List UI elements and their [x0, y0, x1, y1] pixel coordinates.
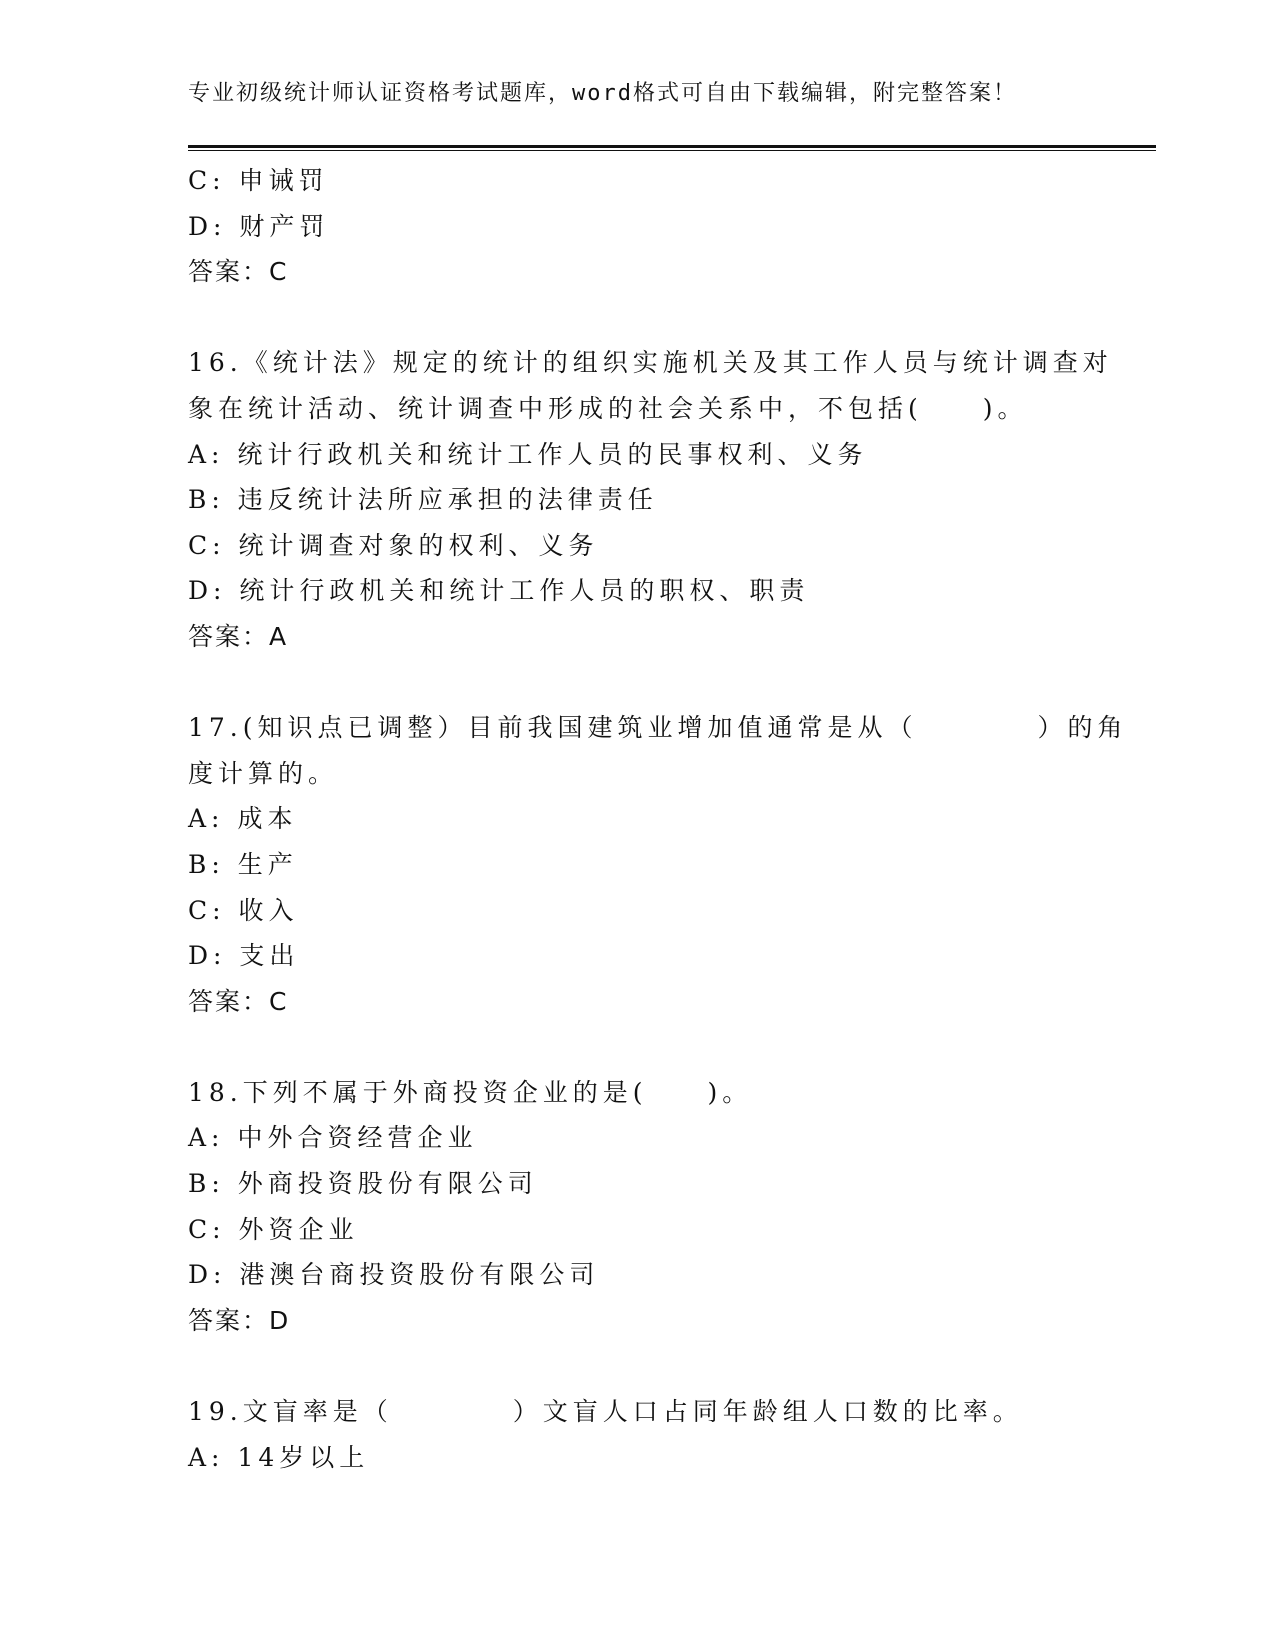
answer-line: 答案：C [188, 257, 289, 287]
content-area [188, 158, 1128, 1480]
option-line [188, 1161, 1088, 1207]
option-text: 统计调查对象的权利、义务 [238, 530, 599, 560]
option-line [188, 1115, 1088, 1161]
option-line [188, 1207, 1088, 1253]
option-line [188, 842, 1088, 888]
prev-question-tail [188, 158, 1088, 295]
option-label: C: [188, 895, 226, 925]
option-label: C: [188, 530, 226, 560]
spacer [188, 1343, 1088, 1389]
question-stem: 17.(知识点已调整）目前我国建筑业增加值通常是从（ ）的角 [188, 713, 1128, 743]
option-line [188, 1435, 1088, 1481]
option-label: C: [188, 1214, 226, 1244]
option-label: B: [188, 485, 225, 515]
spacer [188, 1024, 1088, 1070]
option-text: 港澳台商投资股份有限公司 [239, 1260, 600, 1290]
option-label: B: [188, 849, 225, 879]
option-text: 支出 [239, 941, 300, 971]
option-line [188, 796, 1088, 842]
page-header: 专业初级统计师认证资格考试题库，word格式可自由下载编辑，附完整答案！ [188, 81, 1017, 106]
question-stem: 18.下列不属于外商投资企业的是( )。 [188, 1077, 753, 1107]
question-19 [188, 1389, 1088, 1480]
option-line [188, 568, 1088, 614]
option-line [188, 1252, 1088, 1298]
option-label: A: [188, 1123, 225, 1153]
option-text: 外商投资股份有限公司 [237, 1169, 538, 1199]
option-line [188, 204, 1088, 250]
option-line [188, 933, 1088, 979]
option-label: D: [188, 1260, 227, 1290]
option-text: 外资企业 [238, 1214, 359, 1244]
header-rule-thin [188, 150, 1156, 151]
answer-line: 答案：D [188, 1305, 291, 1335]
question-stem: 16.《统计法》规定的统计的组织实施机关及其工作人员与统计调查对 [188, 348, 1113, 378]
spacer [188, 660, 1088, 706]
option-line [188, 477, 1088, 523]
option-label: C: [188, 166, 226, 195]
option-line [188, 432, 1088, 478]
option-text: 生产 [237, 849, 298, 879]
answer-line: 答案：C [188, 986, 289, 1016]
question-16 [188, 340, 1113, 659]
option-text: 收入 [238, 895, 299, 925]
answer-line: 答案：A [188, 621, 289, 651]
option-line [188, 158, 1088, 204]
option-label: A: [188, 1442, 225, 1472]
spacer [188, 295, 1088, 341]
option-label: A: [188, 804, 225, 834]
option-line [188, 888, 1088, 934]
option-text: 统计行政机关和统计工作人员的民事权利、义务 [237, 439, 868, 469]
option-label: D: [188, 211, 227, 241]
header-rule-thick [188, 145, 1156, 148]
option-label: B: [188, 1169, 225, 1199]
option-text: 申诫罚 [238, 166, 329, 195]
question-stem: 度计算的。 [188, 758, 339, 788]
option-text: 财产罚 [239, 211, 330, 241]
option-label: D: [188, 576, 227, 606]
option-text: 中外合资经营企业 [237, 1123, 478, 1153]
option-line [188, 523, 1088, 569]
question-stem: 19.文盲率是（ ）文盲人口占同年龄组人口数的比率。 [188, 1397, 1023, 1427]
option-text: 统计行政机关和统计工作人员的职权、职责 [239, 576, 810, 606]
option-text: 违反统计法所应承担的法律责任 [237, 485, 658, 515]
option-label: A: [188, 439, 225, 469]
option-text: 14岁以上 [237, 1442, 370, 1472]
option-label: D: [188, 941, 227, 971]
question-18 [188, 1070, 1088, 1344]
question-17 [188, 705, 1128, 1024]
option-text: 成本 [237, 804, 298, 834]
question-stem: 象在统计活动、统计调查中形成的社会关系中，不包括( )。 [188, 393, 1028, 423]
